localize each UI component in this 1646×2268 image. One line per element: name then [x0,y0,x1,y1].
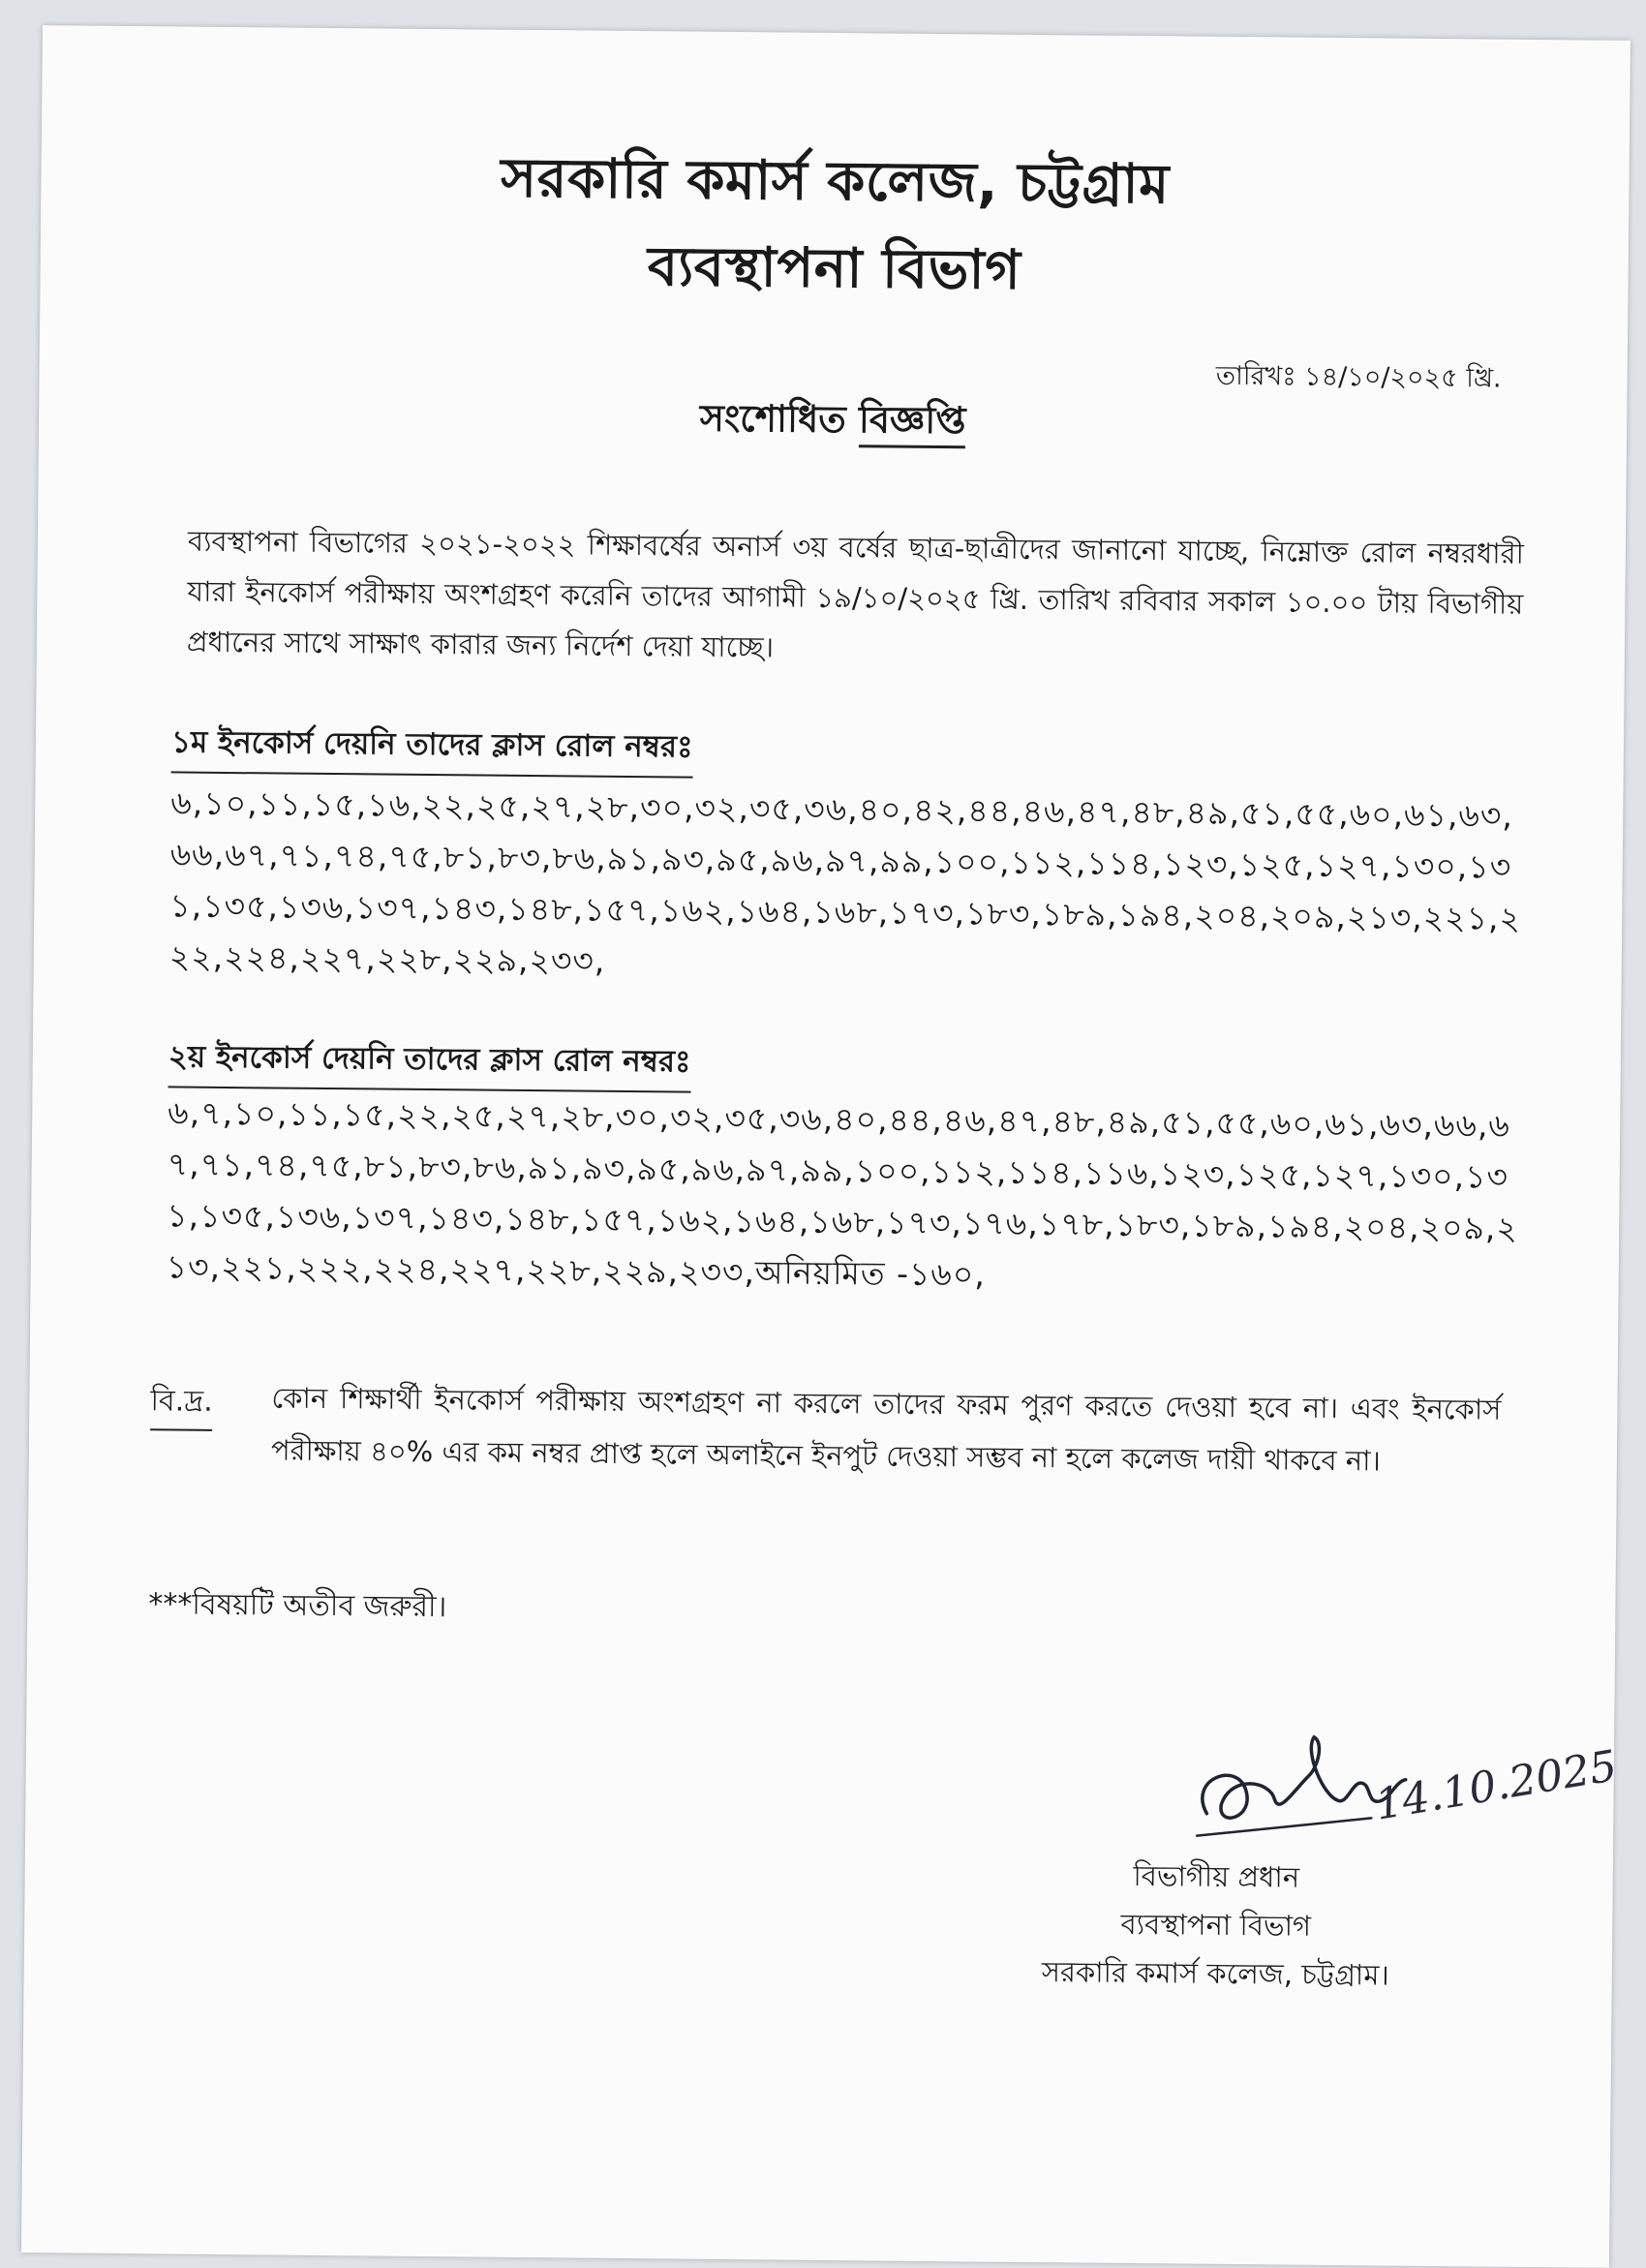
signatory-block [1042,1851,1390,1999]
college-name: সরকারি কমার্স কলেজ, চট্টগ্রাম [500,146,1171,217]
section2-heading: ২য় ইনকোর্স দেয়নি তাদের ক্লাস রোল নম্বরঃ [168,1033,691,1092]
section1-roll-list: ৬,১০,১১,১৫,১৬,২২,২৫,২৭,২৮,৩০,৩২,৩৫,৩৬,৪০,৪২,৪৪,৪৬,৪৭,৪৮,৪৯,৫১,৫৫,৬০,৬১,৬৩,৬৬,৬৭,৭১,৭৪,৭৫,৮১,৮৩,৮৬,৯১,৯৩,৯৫,৯৬,৯৭,৯৯,১০০,১১২,১১৪,১২৩,১২৫,১২৭,১৩০,১৩১,১৩৫,১৩৬,১৩৭,১৪৩,১৪৮,১৫৭,১৬২,১৬৪,১৬৮,১৭৩,১৮৩,১৮৯,১৯৪,২০৪,২০৯,২১৩,২২১,২২২,২২৪,২২৭,২২৮,২২৯,২৩৩, [168,783,1522,980]
signatory-college: সরকারি কমার্স কলেজ, চট্টগ্রাম। [1041,1955,1389,1992]
nota-bene-text: কোন শিক্ষার্থী ইনকোর্স পরীক্ষায় অংশগ্রহণ না করলে তাদের ফরম পুরণ করতে দেওয়া হবে না। এবং ইনকোর্স পরীক্ষায় ৪০% এর কম নম্বর প্রাপ্ত হলে অলাইনে ইনপুট দেওয়া সম্ভব না হলে কলেজ দায়ী থাকবে না। [270,1381,1502,1478]
section2-roll-list: ৬,৭,১০,১১,১৫,২২,২৫,২৭,২৮,৩০,৩২,৩৫,৩৬,৪০,৪৪,৪৬,৪৭,৪৮,৪৯,৫১,৫৫,৬০,৬১,৬৩,৬৬,৬৭,৭১,৭৪,৭৫,৮১,৮৩,৮৬,৯১,৯৩,৯৫,৯৬,৯৭,৯৯,১০০,১১২,১১৪,১১৬,১২৩,১২৫,১২৭,১৩০,১৩১,১৩৫,১৩৬,১৩৭,১৪৩,১৪৮,১৫৭,১৬২,১৬৪,১৬৮,১৭৩,১৭৬,১৭৮,১৮৩,১৮৯,১৯৪,২০৪,২০৯,২১৩,২২১,২২২,২২৪,২২৭,২২৮,২২৯,২৩৩,অনিয়মিত -১৬০, [166,1093,1519,1294]
intro-paragraph: ব্যবস্থাপনা বিভাগের ২০২১-২০২২ শিক্ষাবর্ষের অনার্স ৩য় বর্ষের ছাত্র-ছাত্রীদের জানানো যাচ্ছে, নিম্নোক্ত রোল নম্বরধারী যারা ইনকোর্স পরীক্ষায় অংশগ্রহণ করেনি তাদের আগামী ১৯/১০/২০২৫ খ্রি. তারিখ রবিবার সকাল ১০.০০ টায় বিভাগীয় প্রধানের সাথে সাক্ষাৎ কারার জন্য নির্দেশ দেয়া যাচ্ছে। [186,524,1525,664]
department-name: ব্যবস্থাপনা বিভাগ [647,235,1021,302]
signature-date: 14.10.2025 [1371,1741,1621,1830]
notice-title-underlined: বিজ্ঞপ্তি [859,398,966,448]
urgent-note: ***বিষয়টি অতীব জরুরী। [148,1587,447,1625]
section1-heading: ১ম ইনকোর্স দেয়নি তাদের ক্লাস রোল নম্বরঃ [171,719,693,778]
nota-bene-label: বি.দ্র. [150,1377,213,1431]
notice-title-prefix: সংশোধিত [699,396,860,442]
notice-paper [21,25,1631,2268]
signatory-title: বিভাগীয় প্রধান [1133,1859,1300,1894]
notice-date: তারিখঃ ১৪/১০/২০২৫ খ্রি. [1215,360,1502,394]
signatory-department: ব্যবস্থাপনা বিভাগ [1120,1907,1312,1943]
